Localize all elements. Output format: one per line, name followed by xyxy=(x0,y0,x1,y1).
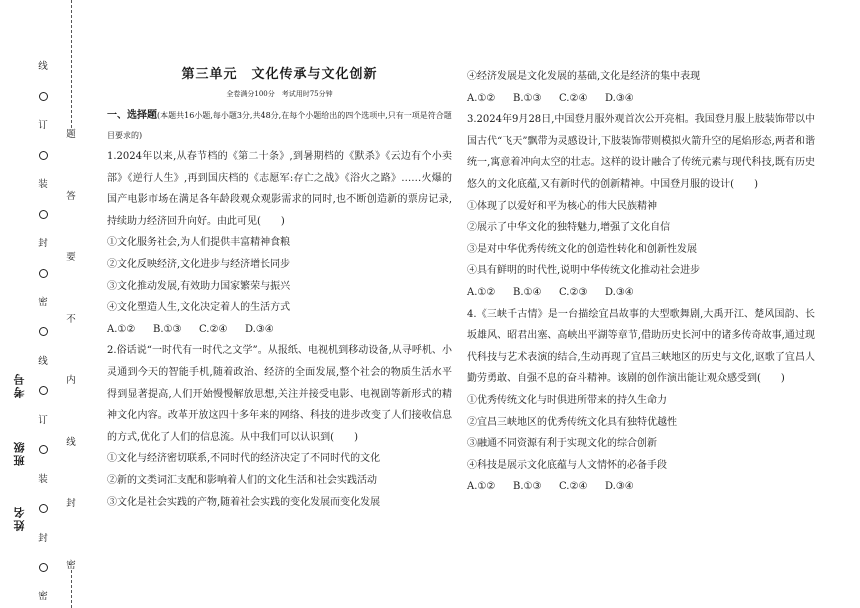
seal-char: 封 xyxy=(38,532,48,544)
binding-hole xyxy=(39,210,48,219)
seal-char: 线 xyxy=(38,355,48,367)
inner-seal-column xyxy=(64,130,78,570)
name-label: 姓名 xyxy=(13,505,26,531)
question-item: ③是对中华优秀传统文化的创造性转化和创新性发展 xyxy=(467,243,697,255)
question-1 xyxy=(107,146,452,340)
binding-hole xyxy=(39,151,48,160)
binding-hole xyxy=(39,269,48,278)
question-item: ④具有鲜明的时代性,说明中华传统文化推动社会进步 xyxy=(467,265,701,277)
binding-hole xyxy=(39,386,48,395)
exam-subtitle: 全卷满分100分 考试用时75分钟 xyxy=(226,90,333,98)
binding-hole xyxy=(39,92,48,101)
question-item: ③文化推动发展,有效助力国家繁荣与振兴 xyxy=(107,280,291,292)
answer-options xyxy=(467,282,815,304)
seal-char: 答 xyxy=(66,190,76,202)
seal-char: 密 xyxy=(38,591,48,603)
question-item: ④文化塑造人生,文化决定着人的生活方式 xyxy=(107,302,291,314)
seal-char: 要 xyxy=(66,252,76,263)
seal-char: 线 xyxy=(66,436,76,448)
seal-char: 题 xyxy=(66,129,76,140)
answer-options xyxy=(467,88,815,110)
binding-hole xyxy=(39,563,48,572)
question-item: ④科技是展示文化底蕴与人文情怀的必备手段 xyxy=(467,459,667,471)
exam-number-label: 考号 xyxy=(13,372,26,398)
question-stem: 1.2024年以来,从春节档的《第二十条》,到暑期档的《默杀》《云边有个小卖部》《逆行人生》,再到国庆档的《志愿军:存亡之战》《浴火之路》……火爆的国产电影市场在满足各年龄段观众观影需求的同时,也不断创造新的票房记录,持续助力经济回升向好。由此可见( ) xyxy=(107,151,452,227)
question-item: ③融通不同资源有利于实现文化的综合创新 xyxy=(467,438,657,450)
seal-char: 装 xyxy=(38,178,48,190)
answer-options xyxy=(467,476,815,498)
binding-hole xyxy=(39,445,48,454)
question-item: ①文化与经济密切联系,不同时代的经济决定了不同时代的文化 xyxy=(107,453,381,465)
question-item: ①体现了以爱好和平为核心的伟大民族精神 xyxy=(467,200,657,212)
question-item: ①优秀传统文化与时俱进所带来的持久生命力 xyxy=(467,394,667,406)
exam-title: 第三单元 文化传承与文化创新 xyxy=(181,67,378,82)
question-item: ①文化服务社会,为人们提供丰富精神食粮 xyxy=(107,237,291,249)
question-stem: 2.俗话说“一时代有一时代之文学”。从报纸、电视机到移动设备,从寻呼机、小灵通到今天的智能手机,随着政治、经济的全面发展,整个社会的物质生活水平得到显著提高,人们开始慢慢解放思想,关注并接受电影、电视剧等新形式的精神文化内容。改革开放这四十多年来的网络、科技的进步改变了人们接收信息的方式,优化了人们的信息流。从中我们可以认识到( ) xyxy=(107,345,452,443)
right-column xyxy=(467,66,815,498)
seal-char: 密 xyxy=(66,559,76,571)
question-item: ②新的文类词汇支配和影响着人们的文化生活和社会实践活动 xyxy=(107,474,377,486)
section-header xyxy=(107,106,452,146)
binding-hole xyxy=(39,327,48,336)
question-item: ④经济发展是文化发展的基础,文化是经济的集中表现 xyxy=(467,71,701,82)
seal-char: 封 xyxy=(38,237,48,249)
option-c: C.②④ xyxy=(559,92,588,104)
option-d: D.③④ xyxy=(245,323,274,335)
outer-seal-column xyxy=(36,62,50,602)
question-item: ②展示了中华文化的独特魅力,增强了文化自信 xyxy=(467,222,671,234)
question-3 xyxy=(467,109,815,303)
option-d: D.③④ xyxy=(605,92,634,104)
question-2-continued xyxy=(467,66,815,109)
seal-char: 订 xyxy=(38,414,48,426)
seal-char: 装 xyxy=(38,473,48,485)
seal-char: 不 xyxy=(66,313,76,325)
option-a: A.①② xyxy=(467,481,496,493)
left-column xyxy=(107,66,452,513)
seal-char: 线 xyxy=(38,61,48,72)
seal-char: 内 xyxy=(66,375,76,386)
option-b: B.①④ xyxy=(513,286,542,298)
option-b: B.①③ xyxy=(513,92,542,104)
answer-options xyxy=(107,319,452,341)
option-a: A.①② xyxy=(467,92,496,104)
option-c: C.②③ xyxy=(559,286,588,298)
question-2 xyxy=(107,340,452,513)
option-d: D.③④ xyxy=(605,286,634,298)
question-item: ③文化是社会实践的产物,随着社会实践的变化发展而变化发展 xyxy=(107,496,381,508)
seal-char: 订 xyxy=(38,119,48,131)
option-b: B.①③ xyxy=(153,323,182,335)
option-a: A.①② xyxy=(107,323,136,335)
option-c: C.②④ xyxy=(199,323,228,335)
seal-char: 密 xyxy=(38,296,48,308)
section-note: (本题共16小题,每小题3分,共48分,在每个小题给出的四个选项中,只有一项是符合题目要求的) xyxy=(107,111,452,140)
question-4 xyxy=(467,304,815,498)
section-title: 一、选择题 xyxy=(107,110,157,121)
question-stem: 4.《三峡千古情》是一台描绘宜昌故事的大型歌舞剧,大禹开江、楚风国韵、长坂雄风、昭君出塞、高峡出平湖等章节,借助历史长河中的诸多传奇故事,通过现代科技与艺术表演的结合,生动再现了宜昌三峡地区的历史与文化,讴歌了宜昌人勤劳勇敢、自强不息的奋斗精神。该剧的创作演出能让观众感受到( ) xyxy=(467,308,815,385)
question-item: ②文化反映经济,文化进步与经济增长同步 xyxy=(107,258,291,270)
binding-hole xyxy=(39,504,48,513)
class-label: 班级 xyxy=(13,440,26,466)
question-item: ②宜昌三峡地区的优秀传统文化具有独特优越性 xyxy=(467,416,677,428)
option-c: C.②④ xyxy=(559,481,588,493)
option-b: B.①③ xyxy=(513,481,542,493)
seal-char: 封 xyxy=(66,498,76,509)
binding-strip xyxy=(0,0,100,608)
question-stem: 3.2024年9月28日,中国登月服外观首次公开亮相。我国登月服上肢装饰带以中国古代“飞天”飘带为灵感设计,下肢装饰带则模拟火箭升空的尾焰形态,两者和谐统一,寓意着冲向太空的壮志。这样的设计融合了传统元素与现代科技,既有历史悠久的文化底蕴,又有新时代的创新精神。中国登月服的设计( ) xyxy=(467,114,815,190)
option-d: D.③④ xyxy=(605,481,634,493)
option-a: A.①② xyxy=(467,286,496,298)
